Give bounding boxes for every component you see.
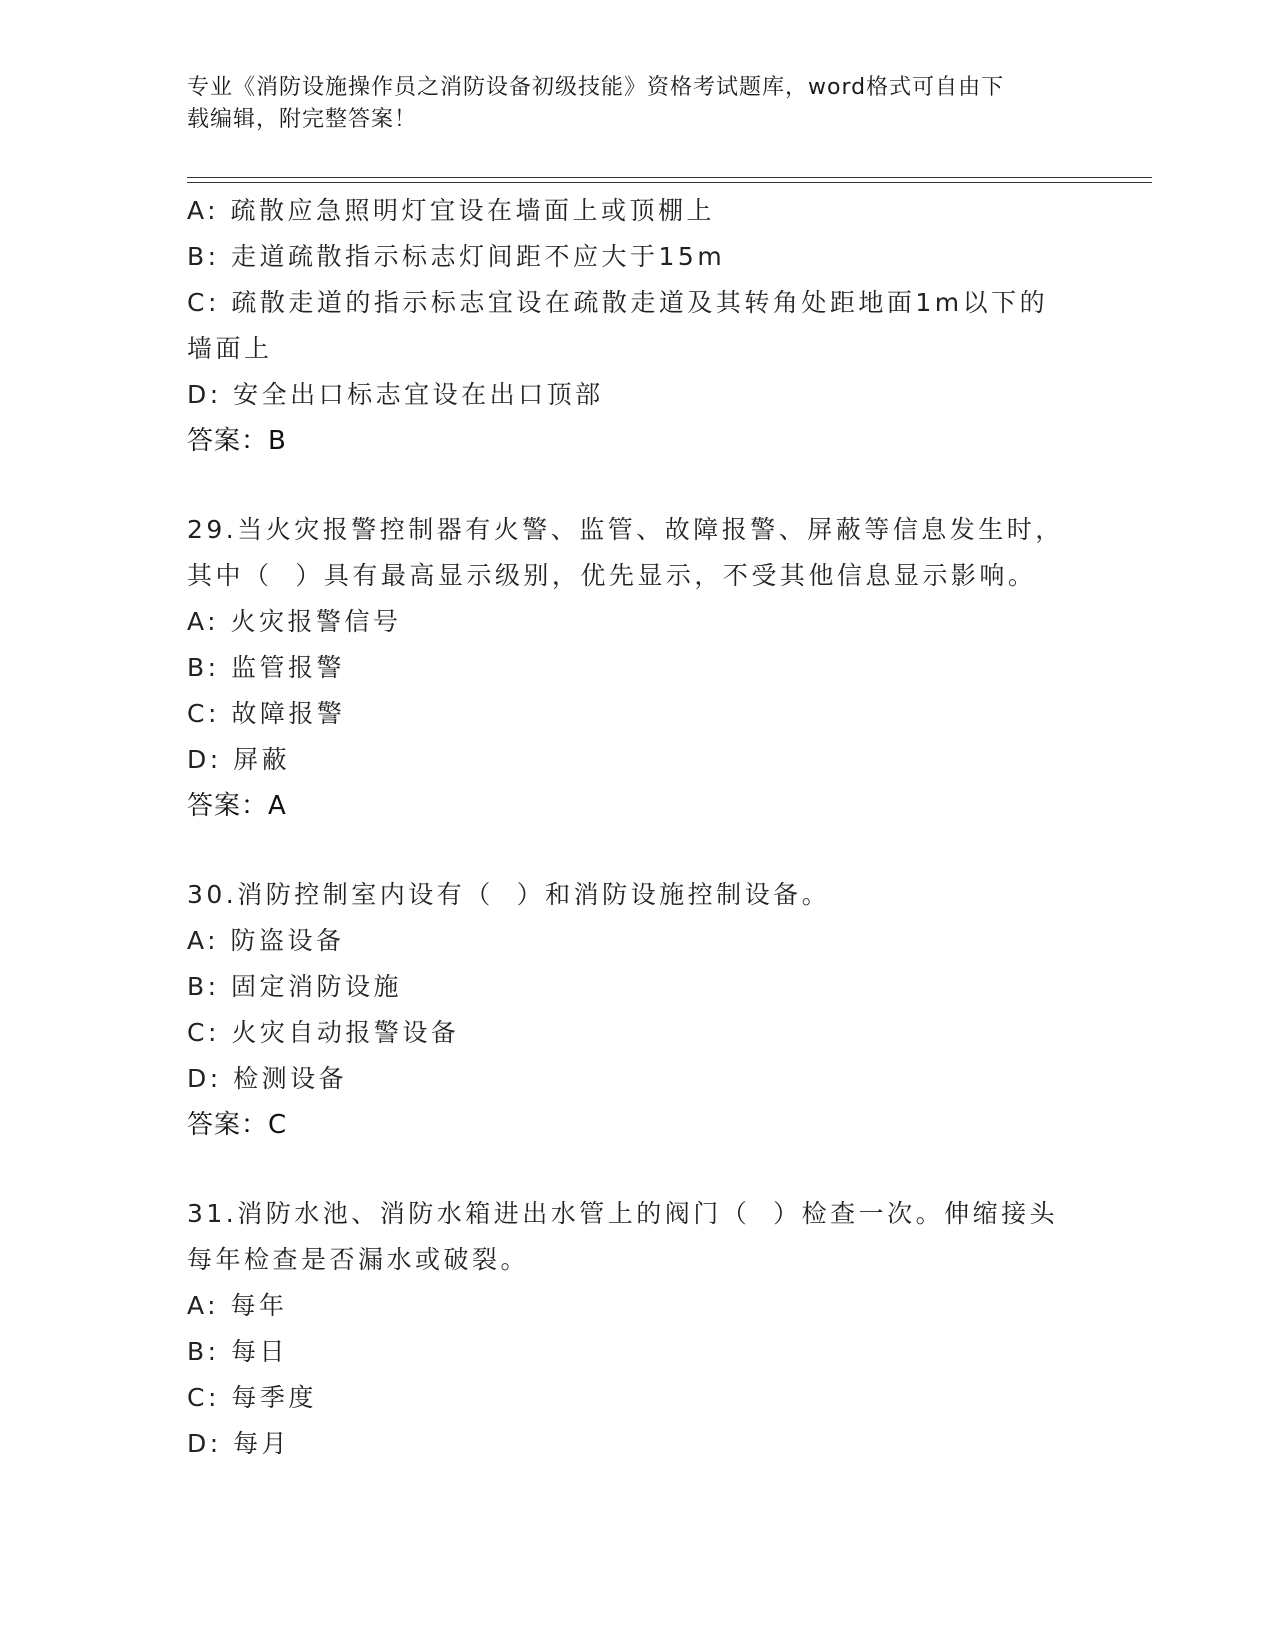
header-divider-top xyxy=(187,177,1152,178)
option-b: B: 走道疏散指示标志灯间距不应大于15m xyxy=(187,242,726,271)
option-a: A: 疏散应急照明灯宜设在墙面上或顶棚上 xyxy=(187,196,716,225)
option-a: A: 防盗设备 xyxy=(187,926,345,955)
option-b: B: 监管报警 xyxy=(187,653,346,682)
question-stem-line-2: 每年检查是否漏水或破裂。 xyxy=(187,1245,530,1274)
question-stem-line-1: 30.消防控制室内设有（ ）和消防设施控制设备。 xyxy=(187,880,831,909)
option-a: A: 每年 xyxy=(187,1291,288,1320)
question-31 xyxy=(187,1191,1087,1467)
option-d: D: 屏蔽 xyxy=(187,745,291,774)
header-line-2: 载编辑，附完整答案！ xyxy=(187,107,418,132)
question-list xyxy=(187,188,1087,1467)
question-stem-line-1: 29.当火灾报警控制器有火警、监管、故障报警、屏蔽等信息发生时， xyxy=(187,515,1064,544)
answer: 答案：C xyxy=(187,1110,288,1140)
option-c: C: 每季度 xyxy=(187,1383,317,1412)
option-d: D: 安全出口标志宜设在出口顶部 xyxy=(187,380,604,409)
question-28 xyxy=(187,188,1087,464)
spacer xyxy=(187,1148,1087,1191)
answer: 答案：B xyxy=(187,426,287,456)
answer: 答案：A xyxy=(187,791,287,821)
option-c-continued: 墙面上 xyxy=(187,334,273,363)
header-divider-bottom xyxy=(187,182,1152,183)
option-b: B: 每日 xyxy=(187,1337,289,1366)
option-c: C: 故障报警 xyxy=(187,699,346,728)
spacer xyxy=(187,464,1087,507)
option-c: C: 火灾自动报警设备 xyxy=(187,1018,460,1047)
question-stem-line-1: 31.消防水池、消防水箱进出水管上的阀门（ ）检查一次。伸缩接头 xyxy=(187,1199,1059,1228)
document-header xyxy=(187,72,1067,136)
option-d: D: 每月 xyxy=(187,1429,291,1458)
question-30 xyxy=(187,872,1087,1148)
option-c: C: 疏散走道的指示标志宜设在疏散走道及其转角处距地面1m以下的 xyxy=(187,288,1049,317)
header-line-1: 专业《消防设施操作员之消防设备初级技能》资格考试题库，word格式可自由下 xyxy=(187,75,1005,100)
spacer xyxy=(187,829,1087,872)
option-a: A: 火灾报警信号 xyxy=(187,607,402,636)
option-d: D: 检测设备 xyxy=(187,1064,348,1093)
option-b: B: 固定消防设施 xyxy=(187,972,403,1001)
question-stem-line-2: 其中（ ）具有最高显示级别，优先显示，不受其他信息显示影响。 xyxy=(187,561,1037,590)
question-29 xyxy=(187,507,1087,829)
